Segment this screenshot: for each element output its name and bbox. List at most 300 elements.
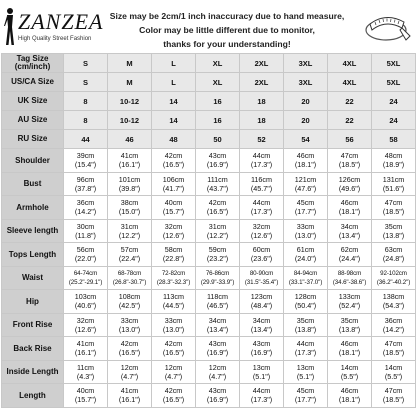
metric-value: 12cm xyxy=(164,362,183,372)
imperial-value: (12.2") xyxy=(118,230,141,240)
metric-value: 46cm xyxy=(296,151,315,161)
metric-value: 43cm xyxy=(208,151,227,161)
metric-value: 57cm xyxy=(120,245,139,255)
size-cell: XL xyxy=(196,73,240,92)
metric-value: 47cm xyxy=(384,386,403,396)
metric-value: 92-102cm xyxy=(380,269,407,277)
metric-value: 133cm xyxy=(338,292,361,302)
measure-cell xyxy=(284,266,328,290)
metric-value: 43cm xyxy=(208,386,227,396)
imperial-value: (23.2") xyxy=(206,254,229,264)
measure-cell xyxy=(108,384,152,408)
notice-line-3: thanks for your understanding! xyxy=(163,39,291,49)
metric-value: 45cm xyxy=(296,198,315,208)
measure-cell xyxy=(152,219,196,243)
metric-value: 31cm xyxy=(120,221,139,231)
measure-cell xyxy=(328,196,372,220)
metric-value: 121cm xyxy=(294,174,317,184)
measure-cell xyxy=(328,384,372,408)
imperial-value: (4.7") xyxy=(208,371,227,381)
measure-cell xyxy=(372,196,416,220)
metric-value: 138cm xyxy=(382,292,405,302)
measure-cell xyxy=(284,149,328,173)
metric-value: 41cm xyxy=(120,151,139,161)
size-cell: 48 xyxy=(152,130,196,149)
metric-value: 35cm xyxy=(384,221,403,231)
measure-cell xyxy=(64,360,108,384)
metric-value: 33cm xyxy=(296,221,315,231)
measure-cell xyxy=(152,313,196,337)
size-cell: 44 xyxy=(64,130,108,149)
size-cell: 24 xyxy=(372,111,416,130)
metric-value: 35cm xyxy=(296,315,315,325)
measure-row xyxy=(2,360,416,384)
measure-cell xyxy=(64,219,108,243)
imperial-value: (50.4") xyxy=(294,301,317,311)
measure-cell xyxy=(108,266,152,290)
imperial-value: (16.9") xyxy=(206,348,229,358)
size-cell: L xyxy=(152,54,196,73)
metric-value: 38cm xyxy=(120,198,139,208)
measure-cell xyxy=(328,313,372,337)
measure-cell xyxy=(108,243,152,267)
imperial-value: (16.1") xyxy=(74,348,97,358)
size-cell: 22 xyxy=(328,92,372,111)
imperial-value: (17.3") xyxy=(250,395,273,405)
measure-row xyxy=(2,384,416,408)
imperial-value: (24.0") xyxy=(294,254,317,264)
imperial-value: (18.5") xyxy=(382,348,405,358)
metric-value: 72-82cm xyxy=(161,269,186,277)
measure-row xyxy=(2,337,416,361)
size-cell: 2XL xyxy=(240,73,284,92)
metric-value: 42cm xyxy=(164,151,183,161)
measure-cell xyxy=(64,172,108,196)
measure-cell xyxy=(108,313,152,337)
measure-cell xyxy=(152,337,196,361)
imperial-value: (5.5") xyxy=(340,371,359,381)
size-cell: 2XL xyxy=(240,54,284,73)
metric-value: 80-90cm xyxy=(249,269,274,277)
size-cell: 3XL xyxy=(284,54,328,73)
metric-value: 126cm xyxy=(338,174,361,184)
metric-value: 108cm xyxy=(118,292,141,302)
measure-cell xyxy=(152,149,196,173)
measure-cell xyxy=(372,360,416,384)
size-cell: 4XL xyxy=(328,54,372,73)
measure-cell xyxy=(328,290,372,314)
metric-value: 44cm xyxy=(252,386,271,396)
metric-value: 12cm xyxy=(120,362,139,372)
imperial-value: (18.5") xyxy=(338,160,361,170)
size-cell: 16 xyxy=(196,92,240,111)
imperial-value: (29.9"-33.9") xyxy=(200,278,235,286)
measure-cell xyxy=(372,219,416,243)
measure-cell xyxy=(240,360,284,384)
imperial-value: (12.2") xyxy=(206,230,229,240)
measure-cell xyxy=(108,196,152,220)
measure-cell xyxy=(240,266,284,290)
size-cell: 20 xyxy=(284,92,328,111)
measuring-tape-icon xyxy=(358,4,414,50)
measure-cell xyxy=(152,196,196,220)
metric-value: 13cm xyxy=(296,362,315,372)
metric-value: 32cm xyxy=(76,315,95,325)
size-cell: 52 xyxy=(240,130,284,149)
imperial-value: (11.8") xyxy=(75,230,96,240)
measure-row xyxy=(2,243,416,267)
measure-cell xyxy=(196,196,240,220)
metric-value: 46cm xyxy=(340,198,359,208)
metric-value: 45cm xyxy=(296,386,315,396)
row-label: Bust xyxy=(2,172,64,196)
metric-value: 13cm xyxy=(252,362,271,372)
row-label: AU Size xyxy=(2,111,64,130)
metric-value: 36cm xyxy=(384,315,403,325)
imperial-value: (23.6") xyxy=(250,254,273,264)
imperial-value: (40.6") xyxy=(74,301,97,311)
size-header-row xyxy=(2,73,416,92)
measure-row xyxy=(2,313,416,337)
imperial-value: (14.2") xyxy=(382,324,405,334)
imperial-value: (46.5") xyxy=(206,301,229,311)
row-label: Tops Length xyxy=(2,243,64,267)
metric-value: 96cm xyxy=(76,174,95,184)
metric-value: 58cm xyxy=(164,245,183,255)
row-label: Length xyxy=(2,384,64,408)
metric-value: 14cm xyxy=(384,362,403,372)
imperial-value: (52.4") xyxy=(338,301,361,311)
size-header-row xyxy=(2,54,416,73)
imperial-value: (5.1") xyxy=(296,371,315,381)
metric-value: 88-98cm xyxy=(337,269,362,277)
size-header-row xyxy=(2,92,416,111)
notice-line-2: Color may be little different due to monitor, xyxy=(139,25,315,35)
size-chart-table xyxy=(1,53,416,408)
measure-cell xyxy=(196,313,240,337)
metric-value: 12cm xyxy=(208,362,227,372)
size-cell: 18 xyxy=(240,111,284,130)
measure-cell xyxy=(372,266,416,290)
metric-value: 63cm xyxy=(384,245,403,255)
measure-cell xyxy=(152,266,196,290)
imperial-value: (16.5") xyxy=(162,348,185,358)
imperial-value: (5.5") xyxy=(384,371,403,381)
size-cell: 56 xyxy=(328,130,372,149)
metric-value: 42cm xyxy=(164,386,183,396)
measure-cell xyxy=(284,337,328,361)
size-cell: 5XL xyxy=(372,73,416,92)
measure-cell xyxy=(240,337,284,361)
measure-cell xyxy=(328,172,372,196)
measure-cell xyxy=(64,313,108,337)
measure-cell xyxy=(64,149,108,173)
imperial-value: (13.0") xyxy=(162,324,185,334)
metric-value: 47cm xyxy=(340,151,359,161)
metric-value: 116cm xyxy=(250,174,273,184)
metric-value: 68-78cm xyxy=(117,269,142,277)
measure-cell xyxy=(108,290,152,314)
row-label: Armhole xyxy=(2,196,64,220)
measure-cell xyxy=(240,172,284,196)
measure-cell xyxy=(108,172,152,196)
metric-value: 14cm xyxy=(340,362,359,372)
measure-cell xyxy=(284,219,328,243)
imperial-value: (16.1") xyxy=(118,160,141,170)
imperial-value: (17.3") xyxy=(294,348,317,358)
metric-value: 44cm xyxy=(252,198,271,208)
measure-cell xyxy=(372,384,416,408)
measure-cell xyxy=(196,243,240,267)
row-label: Hip xyxy=(2,290,64,314)
metric-value: 11cm xyxy=(76,362,95,372)
imperial-value: (14.2") xyxy=(74,207,97,217)
measure-cell xyxy=(284,384,328,408)
imperial-value: (12.6") xyxy=(250,230,273,240)
measure-cell xyxy=(328,219,372,243)
imperial-value: (4.3") xyxy=(76,371,95,381)
metric-value: 41cm xyxy=(76,339,95,349)
imperial-value: (18.1") xyxy=(338,395,361,405)
imperial-value: (5.1") xyxy=(252,371,271,381)
measure-cell xyxy=(284,172,328,196)
measure-cell xyxy=(240,384,284,408)
imperial-value: (31.5"-35.4") xyxy=(244,278,279,286)
imperial-value: (13.4") xyxy=(250,324,273,334)
measure-cell xyxy=(372,290,416,314)
metric-value: 42cm xyxy=(164,339,183,349)
imperial-value: (12.6") xyxy=(74,324,97,334)
imperial-value: (22.0") xyxy=(74,254,97,264)
measure-cell xyxy=(64,243,108,267)
imperial-value: (36.2"-40.2") xyxy=(376,278,411,286)
size-cell: 8 xyxy=(64,92,108,111)
size-cell: S xyxy=(64,54,108,73)
metric-value: 35cm xyxy=(340,315,359,325)
row-label: Inside Length xyxy=(2,360,64,384)
imperial-value: (15.0") xyxy=(118,207,141,217)
imperial-value: (17.3") xyxy=(250,207,273,217)
metric-value: 40cm xyxy=(164,198,183,208)
imperial-value: (18.5") xyxy=(382,395,405,405)
model-figure-icon xyxy=(3,7,17,47)
imperial-value: (16.1") xyxy=(118,395,141,405)
imperial-value: (4.7") xyxy=(120,371,139,381)
metric-value: 44cm xyxy=(296,339,315,349)
imperial-value: (13.8") xyxy=(338,324,361,334)
measure-cell xyxy=(196,266,240,290)
measure-cell xyxy=(328,243,372,267)
size-cell: 16 xyxy=(196,111,240,130)
measure-cell xyxy=(108,149,152,173)
measure-cell xyxy=(328,266,372,290)
size-cell: 3XL xyxy=(284,73,328,92)
row-label: Waist xyxy=(2,266,64,290)
measure-cell xyxy=(284,243,328,267)
measure-cell xyxy=(240,219,284,243)
imperial-value: (13.8") xyxy=(294,324,317,334)
metric-value: 34cm xyxy=(340,221,359,231)
imperial-value: (48.4") xyxy=(250,301,273,311)
imperial-value: (13.0") xyxy=(294,230,317,240)
row-label: Tag Size (cm/inch) xyxy=(2,54,64,73)
imperial-value: (37.8") xyxy=(74,183,97,193)
measure-cell xyxy=(196,219,240,243)
measure-cell xyxy=(196,337,240,361)
measure-cell xyxy=(152,360,196,384)
imperial-value: (12.6") xyxy=(162,230,185,240)
brand-tagline: High Quality Street Fashion xyxy=(18,36,92,42)
metric-value: 32cm xyxy=(164,221,183,231)
metric-value: 39cm xyxy=(76,151,95,161)
size-cell: S xyxy=(64,73,108,92)
row-label: Back Rise xyxy=(2,337,64,361)
measure-cell xyxy=(64,266,108,290)
row-label: US/CA Size xyxy=(2,73,64,92)
imperial-value: (18.5") xyxy=(382,207,405,217)
imperial-value: (54.3") xyxy=(382,301,405,311)
imperial-value: (16.9") xyxy=(206,160,229,170)
metric-value: 101cm xyxy=(118,174,141,184)
brand-name: ZANZEA xyxy=(18,9,104,34)
imperial-value: (16.5") xyxy=(206,207,229,217)
measure-cell xyxy=(152,172,196,196)
row-label: Sleeve length xyxy=(2,219,64,243)
measure-row xyxy=(2,172,416,196)
size-cell: 8 xyxy=(64,111,108,130)
measure-cell xyxy=(196,149,240,173)
imperial-value: (16.5") xyxy=(162,395,185,405)
metric-value: 48cm xyxy=(384,151,403,161)
metric-value: 64-74cm xyxy=(73,269,98,277)
size-cell: 58 xyxy=(372,130,416,149)
metric-value: 113cm xyxy=(162,292,185,302)
metric-value: 33cm xyxy=(164,315,183,325)
imperial-value: (43.7") xyxy=(206,183,229,193)
measure-cell xyxy=(108,360,152,384)
measure-row xyxy=(2,196,416,220)
metric-value: 33cm xyxy=(120,315,139,325)
metric-value: 60cm xyxy=(252,245,271,255)
metric-value: 47cm xyxy=(384,198,403,208)
measure-cell xyxy=(284,360,328,384)
metric-value: 43cm xyxy=(208,339,227,349)
size-cell: L xyxy=(152,73,196,92)
measure-cell xyxy=(372,172,416,196)
metric-value: 32cm xyxy=(252,221,271,231)
row-label: Front Rise xyxy=(2,313,64,337)
measure-cell xyxy=(240,243,284,267)
imperial-value: (41.7") xyxy=(162,183,185,193)
size-cell: XL xyxy=(196,54,240,73)
imperial-value: (49.6") xyxy=(338,183,361,193)
metric-value: 43cm xyxy=(252,339,271,349)
measure-cell xyxy=(64,337,108,361)
imperial-value: (15.7") xyxy=(74,395,97,405)
size-header-row xyxy=(2,111,416,130)
metric-value: 42cm xyxy=(120,339,139,349)
imperial-value: (28.3"-32.3") xyxy=(156,278,191,286)
size-cell: 46 xyxy=(108,130,152,149)
imperial-value: (16.5") xyxy=(118,348,141,358)
metric-value: 40cm xyxy=(76,386,95,396)
size-cell: 54 xyxy=(284,130,328,149)
measure-cell xyxy=(196,384,240,408)
measure-cell xyxy=(152,243,196,267)
measure-cell xyxy=(64,196,108,220)
measure-cell xyxy=(372,149,416,173)
imperial-value: (13.8") xyxy=(382,230,405,240)
measure-cell xyxy=(152,290,196,314)
imperial-value: (33.1"-37.0") xyxy=(288,278,323,286)
size-cell: M xyxy=(108,54,152,73)
measure-cell xyxy=(284,196,328,220)
metric-value: 31cm xyxy=(208,221,227,231)
size-cell: 50 xyxy=(196,130,240,149)
metric-value: 34cm xyxy=(208,315,227,325)
metric-value: 42cm xyxy=(208,198,227,208)
metric-value: 30cm xyxy=(76,221,95,231)
metric-value: 76-86cm xyxy=(205,269,230,277)
measure-cell xyxy=(196,360,240,384)
imperial-value: (16.5") xyxy=(162,160,185,170)
imperial-value: (18.9") xyxy=(382,160,405,170)
metric-value: 61cm xyxy=(296,245,315,255)
metric-value: 47cm xyxy=(384,339,403,349)
size-cell: 24 xyxy=(372,92,416,111)
imperial-value: (16.9") xyxy=(206,395,229,405)
imperial-value: (16.9") xyxy=(250,348,273,358)
measure-row xyxy=(2,149,416,173)
measure-cell xyxy=(284,313,328,337)
imperial-value: (26.8"-30.7") xyxy=(112,278,147,286)
imperial-value: (15.4") xyxy=(74,160,97,170)
imperial-value: (42.5") xyxy=(118,301,141,311)
metric-value: 46cm xyxy=(340,386,359,396)
measure-cell xyxy=(196,290,240,314)
metric-value: 123cm xyxy=(250,292,273,302)
metric-value: 106cm xyxy=(162,174,185,184)
measure-cell xyxy=(328,337,372,361)
imperial-value: (4.7") xyxy=(164,371,183,381)
metric-value: 41cm xyxy=(120,386,139,396)
imperial-value: (51.6") xyxy=(382,183,405,193)
imperial-value: (39.8") xyxy=(118,183,141,193)
imperial-value: (13.4") xyxy=(338,230,361,240)
metric-value: 131cm xyxy=(382,174,405,184)
measure-cell xyxy=(152,384,196,408)
row-label: UK Size xyxy=(2,92,64,111)
size-cell: 10-12 xyxy=(108,111,152,130)
measure-cell xyxy=(240,196,284,220)
measure-cell xyxy=(108,337,152,361)
imperial-value: (17.7") xyxy=(294,395,317,405)
measure-cell xyxy=(372,243,416,267)
notice-line-1: Size may be 2cm/1 inch inaccuracy due to hand measure, xyxy=(109,11,345,21)
metric-value: 111cm xyxy=(207,174,228,184)
measure-cell xyxy=(372,313,416,337)
imperial-value: (13.4") xyxy=(206,324,229,334)
imperial-value: (25.2"-29.1") xyxy=(68,278,103,286)
measure-row xyxy=(2,290,416,314)
metric-value: 62cm xyxy=(340,245,359,255)
size-notice xyxy=(96,9,358,51)
measure-cell xyxy=(64,384,108,408)
measure-row xyxy=(2,219,416,243)
metric-value: 84-94cm xyxy=(293,269,318,277)
measure-cell xyxy=(240,290,284,314)
measure-cell xyxy=(328,360,372,384)
